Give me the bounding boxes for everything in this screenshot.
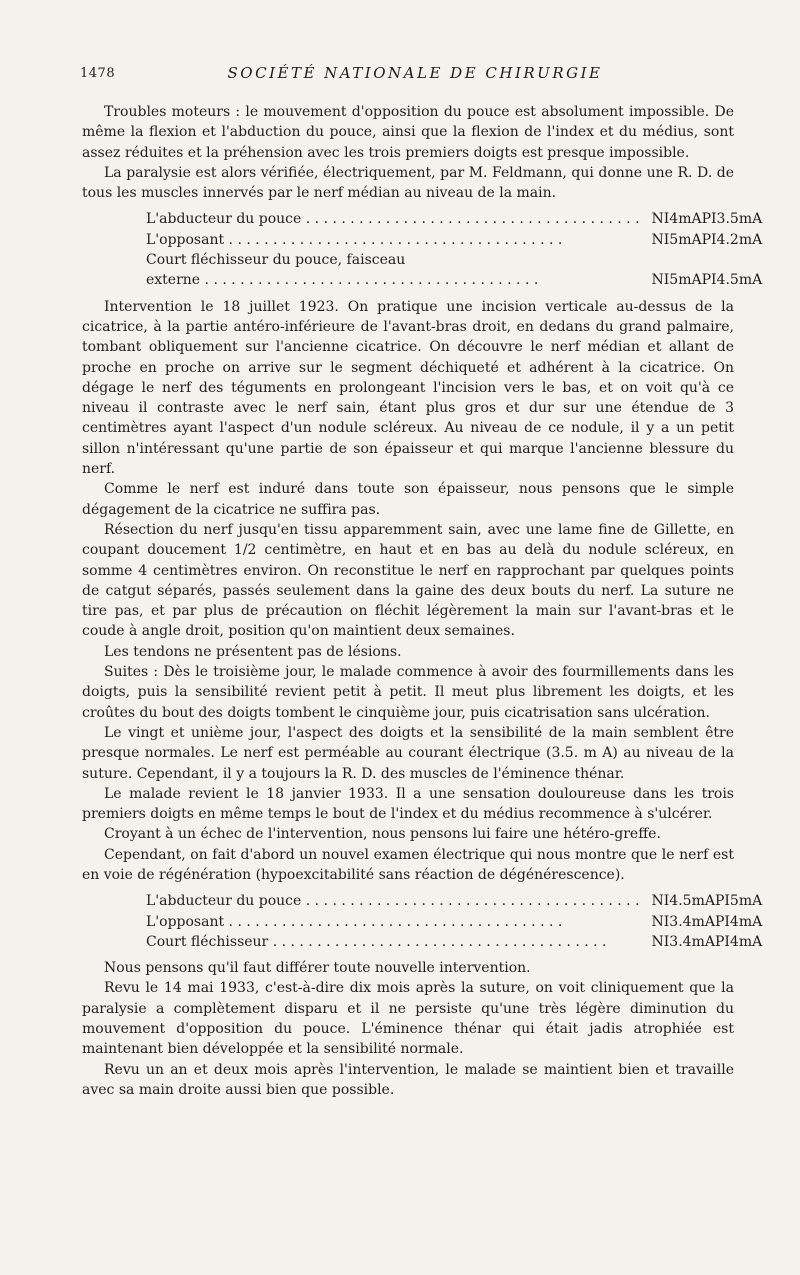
running-head (82, 62, 734, 88)
paragraph: Comme le nerf est induré dans toute son épaisseur, nous pensons que le simple dégagement de la cicatrice ne suffira pas. (82, 481, 734, 518)
table-row (146, 209, 762, 229)
ni-value: NI3.4mA (651, 933, 715, 950)
pi-value: PI4mA (714, 913, 763, 930)
electrical-test-table-2 (146, 891, 762, 952)
pi-value: PI4mA (714, 933, 763, 950)
electrical-test-table-1 (146, 209, 762, 290)
paragraph: Revu le 14 mai 1933, c'est-à-dire dix mois après la suture, on voit cliniquement que la paralysie a complètement disparu et il ne persiste qu'une très légère diminution du mouvement d'opposition du pouce. L'éminence thénar qui était jadis atrophiée est maintenant bien développée et la sensibilité normale. (82, 980, 734, 1058)
paragraph: Cependant, on fait d'abord un nouvel examen électrique qui nous montre que le nerf est en voie de régénération (hypoexcitabilité sans réaction de dégénérescence). (82, 846, 734, 883)
pi-value: PI4.2mA (701, 231, 763, 248)
muscle-label: L'opposant . . . (146, 230, 640, 250)
pi-value: PI4.5mA (701, 272, 763, 289)
pi-value: PI3.5mA (701, 211, 763, 228)
pi-value: PI5mA (714, 893, 763, 910)
page-number: 1478 (80, 66, 116, 81)
running-title: SOCIÉTÉ NATIONALE DE CHIRURGIE (227, 64, 603, 82)
muscle-label: externe . . . (146, 270, 640, 290)
paragraph: Résection du nerf jusqu'en tissu apparemment sain, avec une lame fine de Gillette, en coupant doucement 1/2 centimètre, en haut et en bas au delà du nodule scléreux, en somme 4 centimètres environ. On reconstitue le nerf en rapprochant par quelques points de catgut séparés, passés seulement dans la gaine des deux bouts du nerf. La suture ne tire pas, et par plus de précaution on fléchit légèrement la main sur l'avant-bras et le coude à angle droit, position qu'on maintient deux semaines. (82, 521, 734, 640)
table-row (146, 932, 762, 952)
table-row (146, 270, 762, 290)
body-text (82, 102, 763, 1100)
table-row (146, 891, 762, 911)
paragraph: Les tendons ne présentent pas de lésions. (104, 643, 402, 660)
paragraph: Suites : Dès le troisième jour, le malade commence à avoir des fourmillements dans les doigts, puis la sensibilité revient petit à petit. Il meut plus librement les doigts, et les croûtes du bout des doigts tombent le cinquième jour, puis cicatrisation sans ulcération. (82, 664, 734, 721)
ni-value: NI3.4mA (651, 913, 715, 930)
paragraph: Intervention le 18 juillet 1923. On pratique une incision verticale au-dessus de la cicatrice, à la partie antéro-inférieure de l'avant-bras droit, en dedans du grand palmaire, tombant obliquement sur l'ancienne cicatrice. On découvre le nerf médian et allant de proche en proche on arrive sur le segment déchiqueté et adhérent à la cicatrice. On dégage le nerf des téguments en prolongeant l'incision vers le bas, et on voit qu'à ce niveau il contraste avec le nerf sain, étant plus gros et dur sur une étendue de 3 centimètres ayant l'aspect d'un nodule scléreux. Au niveau de ce nodule, il y a un petit sillon n'intéressant qu'une partie de son épaisseur et qui marque l'ancienne blessure du nerf. (82, 298, 734, 478)
ni-value: NI5mA (651, 272, 702, 289)
paragraph: Troubles moteurs : le mouvement d'opposition du pouce est absolument impossible. De même la flexion et l'abduction du pouce, ainsi que la flexion de l'index et du médius, sont assez réduites et la préhension avec les trois premiers doigts est presque impossible. (82, 104, 734, 161)
paragraph: La paralysie est alors vérifiée, électriquement, par M. Feldmann, qui donne une R. D. de tous les muscles innervés par le nerf médian au niveau de la main. (82, 164, 734, 202)
muscle-label: L'abducteur du pouce . . . (146, 891, 640, 911)
paragraph: Le malade revient le 18 janvier 1933. Il a une sensation douloureuse dans les trois premiers doigts en même temps le bout de l'index et du médius recommence à s'ulcérer. (82, 785, 734, 823)
paragraph: Revu un an et deux mois après l'intervention, le malade se maintient bien et travaille avec sa main droite aussi bien que possible. (82, 1061, 734, 1098)
table-row (146, 912, 762, 932)
muscle-label: L'opposant . . . (146, 912, 640, 932)
paragraph: Le vingt et unième jour, l'aspect des doigts et la sensibilité de la main semblent être presque normales. Le nerf est perméable au courant électrique (3.5. m A) au niveau de la suture. Cependant, il y a toujours la R. D. des muscles de l'éminence thénar. (82, 724, 734, 782)
muscle-label: Court fléchisseur . . . (146, 932, 640, 952)
paragraph: Nous pensons qu'il faut différer toute nouvelle intervention. (104, 960, 531, 977)
muscle-label-line1: Court fléchisseur du pouce, faisceau (146, 252, 406, 269)
table-row (146, 230, 762, 250)
table-row (146, 250, 762, 270)
ni-value: NI4.5mA (651, 893, 715, 910)
ni-value: NI4mA (651, 211, 702, 228)
ni-value: NI5mA (651, 231, 702, 248)
paragraph: Croyant à un échec de l'intervention, nous pensons lui faire une hétéro-greffe. (104, 826, 661, 843)
muscle-label: L'abducteur du pouce . . . (146, 209, 640, 229)
